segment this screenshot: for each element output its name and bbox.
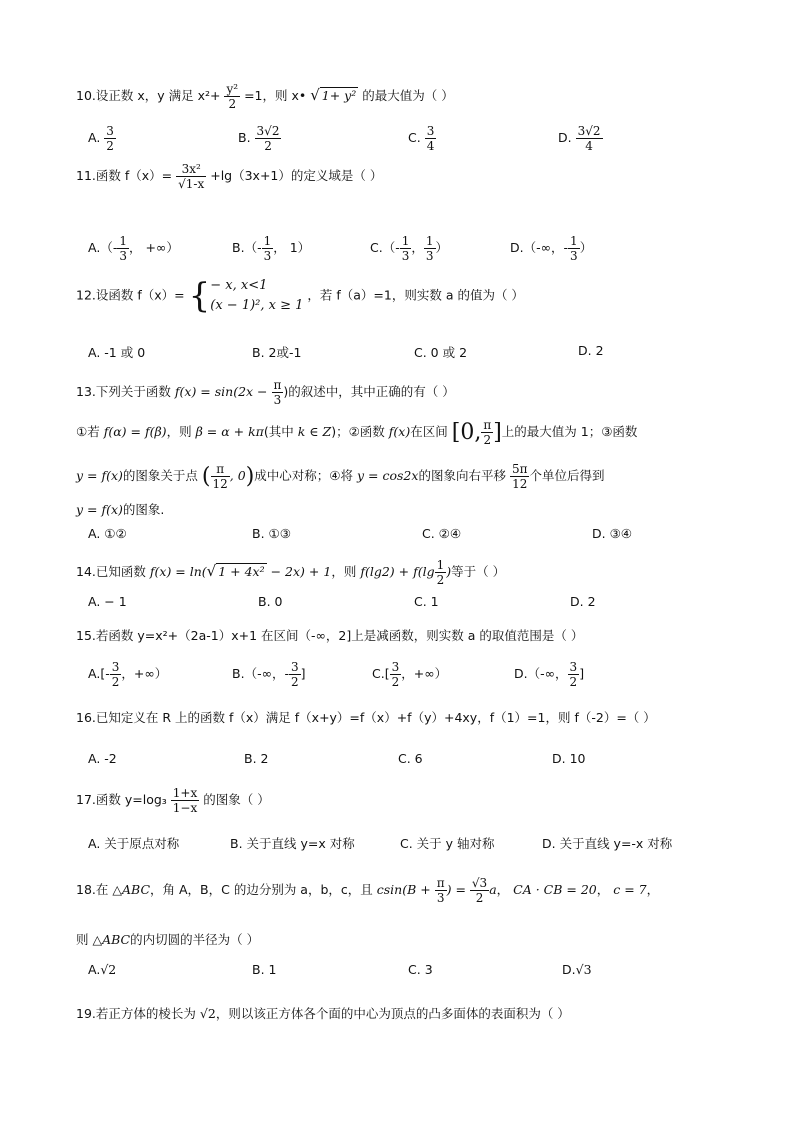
question-text: 个单位后得到: [529, 468, 605, 483]
question-text: +lg（3x+1）的定义域是（ ）: [210, 168, 383, 183]
option-value: 3: [424, 962, 433, 977]
frac-den: 4: [426, 139, 435, 153]
frac-num: 1: [401, 234, 410, 248]
question-15: [76, 626, 583, 644]
frac-num: 1: [119, 234, 127, 248]
option-text: [-: [100, 666, 110, 681]
option-d[interactable]: [514, 660, 584, 689]
option-c[interactable]: C. 关于 y 轴对称: [400, 836, 495, 851]
frac-num: π: [483, 418, 492, 432]
question-text: 函数 y=log₃: [95, 792, 167, 807]
question-16: [76, 708, 656, 726]
option-a[interactable]: [88, 962, 116, 977]
option-text: ， 1）: [273, 240, 311, 255]
question-number: 14.: [76, 564, 96, 579]
question-text: 的图象（ ）: [203, 792, 270, 807]
question-number: 12.: [76, 287, 96, 303]
frac-num: √3: [471, 876, 488, 890]
option-c[interactable]: [370, 234, 448, 263]
option-label: A.: [88, 240, 101, 255]
piecewise-brace: {: [188, 276, 211, 316]
question-number: 16.: [76, 710, 96, 725]
question-text: 设函数 f（x）=: [95, 287, 185, 303]
question-12: [76, 276, 524, 316]
option-c[interactable]: C. 6: [398, 751, 423, 766]
math-expr: y = f(x): [76, 502, 123, 517]
case-2: (x − 1)², x ≥ 1: [210, 298, 304, 313]
frac-den: 2: [569, 675, 578, 689]
math-expr: ) =: [446, 882, 470, 897]
option-label: C.: [408, 130, 421, 145]
option-c[interactable]: [372, 660, 447, 689]
frac-den: 3: [570, 249, 578, 263]
question-13-line-2: [76, 418, 637, 447]
option-text: ）: [435, 240, 449, 255]
math-expr: y = f(x): [76, 468, 123, 483]
option-label: A.: [88, 666, 101, 681]
question-text: ，若 f（a）=1，则实数 a 的值为（ ）: [307, 287, 524, 303]
question-text: 在: [95, 882, 109, 897]
question-text: 函数 f（x）=: [95, 168, 173, 183]
frac-den: 2: [264, 139, 272, 153]
option-d[interactable]: D. 关于直线 y=-x 对称: [542, 836, 673, 851]
sqrt-inner: 1+ y²: [321, 88, 357, 103]
option-text: （-: [244, 240, 262, 255]
option-text: ）: [579, 240, 593, 255]
frac-den: 12: [212, 477, 228, 491]
frac-num: π: [211, 462, 230, 477]
frac-den: √1-x: [178, 177, 205, 191]
frac-den: 2: [391, 675, 400, 689]
question-text: (其中: [263, 424, 294, 439]
option-label: A.: [88, 962, 101, 977]
frac-den: 4: [585, 139, 593, 153]
question-14: 14.已知函数 f(x) = ln(√ 1 + 4x² − 2x) + 1，则 f(lg2) + f(lg $\frac{1}{2}$ )等于（ ）: [76, 558, 506, 587]
option-text: [: [384, 666, 390, 681]
option-text: ，: [411, 240, 424, 255]
option-d[interactable]: D. 2: [578, 343, 604, 358]
option-a[interactable]: A. -1 或 0: [88, 345, 146, 360]
interval-bracket: ]: [493, 420, 502, 445]
option-b[interactable]: B. 0: [258, 594, 283, 609]
math-expr: f(α) = f(β): [103, 424, 167, 439]
question-number: 10.: [76, 88, 96, 103]
question-text: 在区间: [410, 424, 448, 439]
option-label: B.: [232, 240, 245, 255]
question-text: =1，则 x•: [244, 88, 307, 103]
option-c[interactable]: C. 0 或 2: [414, 345, 468, 360]
frac-den: 3: [401, 249, 410, 263]
sqrt-inner: 1 + 4x²: [218, 564, 265, 579]
frac-num: 1: [425, 234, 434, 248]
frac-num: 3: [106, 124, 114, 138]
question-text: ，: [646, 882, 660, 897]
math-expr: − 2x) + 1: [266, 564, 332, 579]
case-1: − x, x<1: [210, 278, 268, 293]
question-18-line-2: [76, 930, 259, 948]
option-b[interactable]: B. ①③: [252, 526, 291, 541]
option-a[interactable]: [88, 234, 179, 263]
math-expr: f(x) = ln(: [149, 564, 207, 579]
question-text: 成中心对称；④将: [254, 468, 354, 483]
frac-den: 1−x: [172, 801, 198, 815]
math-expr: f(x): [388, 424, 411, 439]
frac-den: 2: [291, 675, 299, 689]
question-10: [76, 82, 454, 111]
option-text: （-∞，-: [244, 666, 289, 681]
frac-num: π: [436, 876, 445, 890]
frac-den: 3: [273, 393, 282, 407]
option-b[interactable]: B. 2: [244, 751, 269, 766]
option-label: D.: [514, 666, 528, 681]
frac-den: 2: [228, 97, 237, 111]
interval-bracket: [0,: [451, 420, 482, 445]
question-text: ，则: [166, 424, 192, 439]
option-d[interactable]: D. ③④: [592, 526, 632, 541]
option-text: （-∞，-: [523, 240, 569, 255]
question-text: )的叙述中，其中正确的有（ ）: [283, 384, 455, 399]
math-expr: y = cos2x: [357, 468, 419, 483]
question-text: 已知定义在 R 上的函数 f（x）满足 f（x+y）=f（x）+f（y）+4xy，f（1）=1，则 f（-2）=（ ）: [95, 710, 656, 725]
question-text: )；②函数: [331, 424, 385, 439]
option-text: （-∞，: [527, 666, 568, 681]
question-text: 上的最大值为 1；③函数: [501, 424, 638, 439]
question-13: [76, 378, 455, 407]
piecewise-cases: [210, 276, 303, 316]
frac-num: 3x²: [176, 162, 206, 177]
option-b[interactable]: B. 关于直线 y=x 对称: [230, 836, 355, 851]
math-expr: k ∈ Z: [297, 424, 332, 439]
question-text: ，: [596, 882, 610, 897]
question-text: 若函数 y=x²+（2a-1）x+1 在区间（-∞，2]上是减函数，则实数 a 的取值范围是（ ）: [95, 628, 584, 643]
question-text: 已知函数: [95, 564, 146, 579]
question-11: [76, 162, 382, 191]
option-text: ]: [300, 666, 306, 681]
question-13-line-3: y = f(x)的图象关于点 ( $\frac{\pi}{12}$ , 0)成中心对称；④将 y = cos2x的图象向右平移 $\frac{5\pi}{12}$ 个单位后得到: [76, 462, 605, 491]
option-label: B.: [252, 962, 265, 977]
frac-den: 3: [436, 891, 445, 905]
option-d[interactable]: [558, 124, 603, 153]
option-text: ]: [579, 666, 585, 681]
option-d[interactable]: [510, 234, 592, 263]
option-a[interactable]: [88, 660, 167, 689]
option-text: ， +∞）: [128, 240, 179, 255]
frac-num: 3√2: [577, 124, 601, 138]
math-expr: c = 7: [613, 882, 647, 897]
frac-num: 3√2: [256, 124, 280, 138]
option-b[interactable]: [238, 124, 281, 153]
option-label: D.: [510, 240, 524, 255]
frac-num: 1: [436, 558, 445, 572]
option-c[interactable]: [408, 962, 433, 977]
question-number: 18.: [76, 882, 96, 897]
option-a[interactable]: A. ①②: [88, 526, 127, 541]
math-expr: , 0: [229, 468, 246, 483]
option-value: √2: [100, 962, 117, 977]
question-18: [76, 876, 659, 905]
question-17: [76, 786, 270, 815]
question-13-line-4: [76, 500, 164, 518]
question-text: 的图象向右平移: [418, 468, 506, 483]
frac-num: π: [273, 378, 282, 392]
question-text: 则: [76, 932, 89, 947]
option-text: ，+∞）: [401, 666, 448, 681]
math-expr: a: [489, 882, 497, 897]
question-text: ，角 A，B，C 的边分别为 a，b，c，且: [150, 882, 373, 897]
question-text: 的内切圆的半径为（ ）: [130, 932, 260, 947]
frac-den: 2: [111, 675, 120, 689]
option-value: √3: [575, 962, 592, 977]
question-text: ①若: [76, 424, 100, 439]
option-text: （-: [100, 240, 118, 255]
frac-num: 3: [291, 660, 299, 674]
frac-den: 3: [263, 249, 272, 263]
math-expr: △ABC: [92, 932, 131, 947]
question-19: [76, 1004, 570, 1022]
frac-num: 1: [263, 234, 272, 248]
frac-den: 3: [119, 249, 127, 263]
question-number: 15.: [76, 628, 96, 643]
math-expr: f(x) = sin(2x −: [174, 384, 272, 399]
option-a[interactable]: A. − 1: [88, 594, 127, 609]
question-text: 等于（ ）: [451, 564, 506, 579]
frac-num: 1+x: [172, 786, 198, 800]
option-label: B.: [238, 130, 251, 145]
question-number: 19.: [76, 1006, 96, 1021]
frac-den: 2: [436, 573, 445, 587]
option-c[interactable]: C. ②④: [422, 526, 462, 541]
option-d[interactable]: D. 2: [570, 594, 596, 609]
option-label: D.: [558, 130, 572, 145]
option-text: （-: [382, 240, 400, 255]
option-label: C.: [372, 666, 385, 681]
frac-den: 2: [475, 891, 484, 905]
frac-num: 1: [570, 234, 578, 248]
question-text: ，则: [331, 564, 357, 579]
fraction: [176, 162, 206, 191]
question-text: ，: [496, 882, 510, 897]
math-expr: β = α + kπ: [195, 424, 264, 439]
option-a[interactable]: [88, 124, 116, 153]
option-b[interactable]: [252, 962, 277, 977]
math-expr: √2: [199, 1006, 216, 1021]
frac-den: 2: [106, 139, 114, 153]
question-number: 11.: [76, 168, 96, 183]
question-number: 17.: [76, 792, 96, 807]
question-text: 若正方体的棱长为: [95, 1006, 196, 1021]
option-a[interactable]: A. -2: [88, 751, 117, 766]
option-label: A.: [88, 130, 101, 145]
option-label: D.: [562, 962, 576, 977]
frac-num: 3: [111, 660, 120, 674]
question-text: 的图象关于点: [122, 468, 198, 483]
option-text: ，+∞）: [121, 666, 168, 681]
question-text: 设正数 x，y 满足 x²+: [95, 88, 221, 103]
question-text: 的最大值为（ ）: [362, 88, 454, 103]
frac-den: 12: [512, 477, 528, 491]
frac-num: 3: [569, 660, 578, 674]
option-label: C.: [370, 240, 383, 255]
math-expr: f(lg2) + f(lg: [360, 564, 435, 579]
frac-num: y²: [226, 82, 239, 96]
math-expr: csin(B +: [376, 882, 435, 897]
frac-den: 3: [425, 249, 434, 263]
frac-den: 2: [483, 433, 492, 447]
math-expr: △ABC: [112, 882, 151, 897]
option-b[interactable]: B. 2或-1: [252, 345, 302, 360]
option-c[interactable]: C. 1: [414, 594, 439, 609]
option-label: C.: [408, 962, 421, 977]
option-b[interactable]: [232, 234, 310, 263]
option-b[interactable]: [232, 660, 306, 689]
frac-num: 5π: [511, 462, 528, 476]
sqrt-expr: √ 1+ y²: [310, 86, 357, 104]
frac-num: 3: [391, 660, 400, 674]
question-text: 下列关于函数: [95, 384, 171, 399]
fraction: [224, 82, 240, 111]
question-text: 的图象.: [122, 502, 165, 517]
option-value: 1: [268, 962, 277, 977]
question-number: 13.: [76, 384, 96, 399]
frac-num: 3: [426, 124, 435, 138]
option-label: B.: [232, 666, 245, 681]
option-c[interactable]: [408, 124, 436, 153]
option-d[interactable]: [562, 962, 592, 977]
option-a[interactable]: A. 关于原点对称: [88, 836, 180, 851]
option-d[interactable]: D. 10: [552, 751, 586, 766]
math-expr: ): [446, 564, 452, 579]
math-expr: CA · CB = 20: [513, 882, 597, 897]
question-text: ，则以该正方体各个面的中心为顶点的凸多面体的表面积为（ ）: [215, 1006, 570, 1021]
